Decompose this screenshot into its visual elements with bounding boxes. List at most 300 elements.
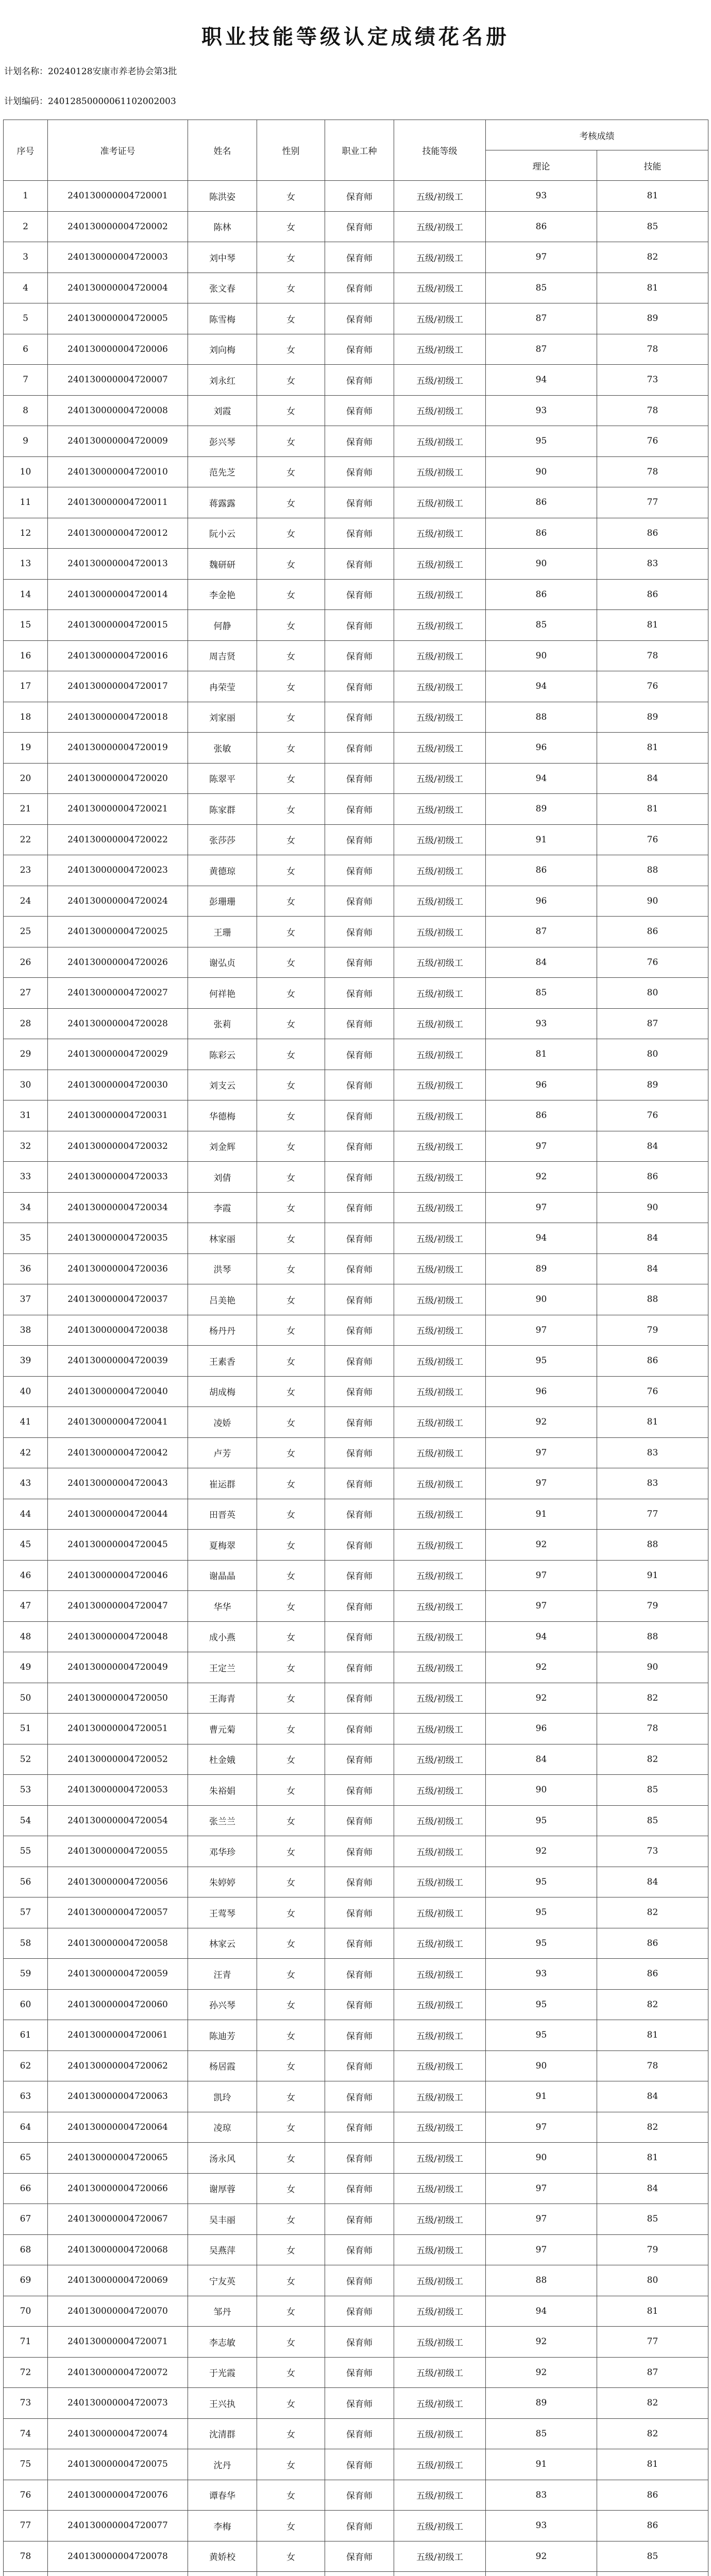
cell-seq [4, 2572, 48, 2576]
cell-level: 五级/初级工 [394, 1008, 486, 1039]
cell-skill: 82 [597, 1989, 708, 2020]
cell-name: 崔运群 [188, 1468, 257, 1499]
cell-ticket: 240130000004720024 [48, 886, 188, 917]
cell-theory: 93 [486, 2511, 597, 2541]
cell-skill: 76 [597, 1376, 708, 1407]
cell-level: 五级/初级工 [394, 1959, 486, 1990]
cell-gender: 女 [257, 1315, 325, 1346]
cell-job: 保育师 [325, 1315, 394, 1346]
cell-skill: 79 [597, 1591, 708, 1622]
cell-level: 五级/初级工 [394, 2173, 486, 2204]
cell-ticket: 240130000004720071 [48, 2327, 188, 2358]
cell-skill: 89 [597, 1070, 708, 1100]
cell-name: 周吉贤 [188, 640, 257, 671]
table-row [4, 1131, 708, 1162]
cell-gender: 女 [257, 2511, 325, 2541]
cell-skill: 78 [597, 2050, 708, 2081]
cell-ticket: 240130000004720057 [48, 1897, 188, 1928]
cell-name: 刘金辉 [188, 1131, 257, 1162]
cell-job: 保育师 [325, 2357, 394, 2388]
table-row [4, 1805, 708, 1836]
cell-theory: 92 [486, 2327, 597, 2358]
cell-theory: 96 [486, 1714, 597, 1744]
cell-level: 五级/初级工 [394, 2081, 486, 2112]
table-row [4, 1897, 708, 1928]
cell-name: 陈迪芳 [188, 2020, 257, 2051]
cell-skill: 81 [597, 2449, 708, 2480]
table-row [4, 2480, 708, 2511]
cell-theory: 97 [486, 1560, 597, 1591]
cell-gender: 女 [257, 1100, 325, 1131]
cell-level: 五级/初级工 [394, 579, 486, 610]
cell-gender: 女 [257, 1468, 325, 1499]
cell-name: 吕美艳 [188, 1284, 257, 1315]
cell-theory: 90 [486, 1284, 597, 1315]
cell-gender: 女 [257, 1744, 325, 1775]
cell-level: 五级/初级工 [394, 733, 486, 764]
cell-skill: 86 [597, 917, 708, 947]
cell-seq: 22 [4, 824, 48, 855]
cell-theory: 89 [486, 794, 597, 825]
cell-name: 黄娇校 [188, 2541, 257, 2572]
cell-name: 王兴执 [188, 2388, 257, 2419]
cell-ticket: 240130000004720007 [48, 365, 188, 396]
cell-skill: 86 [597, 1928, 708, 1959]
table-row [4, 1192, 708, 1223]
cell-gender: 女 [257, 2081, 325, 2112]
cell-ticket: 240130000004720060 [48, 1989, 188, 2020]
cell-theory: 83 [486, 2480, 597, 2511]
cell-job: 保育师 [325, 2511, 394, 2541]
cell-level: 五级/初级工 [394, 242, 486, 273]
table-row [4, 2572, 708, 2576]
cell-skill: 85 [597, 211, 708, 242]
cell-level: 五级/初级工 [394, 1468, 486, 1499]
cell-ticket: 240130000004720036 [48, 1253, 188, 1284]
table-row [4, 1744, 708, 1775]
cell-seq: 15 [4, 610, 48, 641]
table-row [4, 1959, 708, 1990]
cell-gender: 女 [257, 1223, 325, 1254]
cell-skill: 82 [597, 2388, 708, 2419]
cell-ticket: 240130000004720004 [48, 273, 188, 303]
cell-level: 五级/初级工 [394, 1253, 486, 1284]
cell-level: 五级/初级工 [394, 1928, 486, 1959]
cell-gender: 女 [257, 2480, 325, 2511]
cell-theory: 91 [486, 824, 597, 855]
cell-theory: 92 [486, 1407, 597, 1438]
cell-level: 五级/初级工 [394, 1897, 486, 1928]
cell-name: 刘中琴 [188, 242, 257, 273]
cell-ticket: 240130000004720026 [48, 947, 188, 978]
cell-skill: 88 [597, 855, 708, 886]
table-row [4, 763, 708, 794]
table-row [4, 2143, 708, 2174]
cell-seq: 12 [4, 518, 48, 549]
cell-seq: 6 [4, 334, 48, 365]
cell-job: 保育师 [325, 702, 394, 733]
cell-theory: 95 [486, 1805, 597, 1836]
table-row [4, 1223, 708, 1254]
cell-name: 张莉 [188, 1008, 257, 1039]
cell-seq: 13 [4, 549, 48, 580]
cell-job: 保育师 [325, 549, 394, 580]
cell-job: 保育师 [325, 2327, 394, 2358]
cell-gender: 女 [257, 2357, 325, 2388]
cell-level: 五级/初级工 [394, 1407, 486, 1438]
cell-ticket: 240130000004720046 [48, 1560, 188, 1591]
table-row [4, 2511, 708, 2541]
cell-level: 五级/初级工 [394, 2234, 486, 2265]
cell-skill: 85 [597, 1805, 708, 1836]
cell-gender: 女 [257, 1959, 325, 1990]
cell-name: 张文春 [188, 273, 257, 303]
cell-gender: 女 [257, 1836, 325, 1867]
cell-level: 五级/初级工 [394, 1621, 486, 1652]
cell-level: 五级/初级工 [394, 2449, 486, 2480]
cell-seq: 37 [4, 1284, 48, 1315]
cell-job: 保育师 [325, 242, 394, 273]
table-row [4, 1836, 708, 1867]
cell-name: 孙兴琴 [188, 1989, 257, 2020]
table-row [4, 1070, 708, 1100]
cell-seq: 20 [4, 763, 48, 794]
cell-job [325, 2572, 394, 2576]
cell-job: 保育师 [325, 1223, 394, 1254]
cell-seq: 60 [4, 1989, 48, 2020]
cell-level: 五级/初级工 [394, 763, 486, 794]
table-row [4, 2234, 708, 2265]
cell-name: 阮小云 [188, 518, 257, 549]
cell-ticket: 240130000004720017 [48, 671, 188, 702]
cell-name: 汪青 [188, 1959, 257, 1990]
table-row [4, 487, 708, 518]
header-name: 姓名 [188, 120, 257, 181]
cell-ticket: 240130000004720044 [48, 1499, 188, 1530]
cell-ticket: 240130000004720054 [48, 1805, 188, 1836]
cell-level: 五级/初级工 [394, 978, 486, 1009]
cell-level: 五级/初级工 [394, 2511, 486, 2541]
cell-level: 五级/初级工 [394, 2265, 486, 2296]
cell-job: 保育师 [325, 610, 394, 641]
cell-name: 王莺琴 [188, 1897, 257, 1928]
cell-theory: 89 [486, 2388, 597, 2419]
cell-seq: 52 [4, 1744, 48, 1775]
cell-theory: 86 [486, 855, 597, 886]
cell-level: 五级/初级工 [394, 365, 486, 396]
cell-theory: 94 [486, 365, 597, 396]
cell-job: 保育师 [325, 1468, 394, 1499]
cell-name: 邹丹 [188, 2296, 257, 2327]
cell-seq: 48 [4, 1621, 48, 1652]
cell-theory: 92 [486, 2541, 597, 2572]
cell-name: 陈家群 [188, 794, 257, 825]
cell-gender: 女 [257, 2173, 325, 2204]
cell-ticket: 240130000004720003 [48, 242, 188, 273]
cell-level: 五级/初级工 [394, 1652, 486, 1683]
table-row [4, 1621, 708, 1652]
cell-job: 保育师 [325, 487, 394, 518]
cell-job: 保育师 [325, 1897, 394, 1928]
cell-skill: 84 [597, 763, 708, 794]
cell-skill: 80 [597, 978, 708, 1009]
table-row [4, 1376, 708, 1407]
cell-ticket: 240130000004720065 [48, 2143, 188, 2174]
cell-name: 李金艳 [188, 579, 257, 610]
cell-ticket: 240130000004720021 [48, 794, 188, 825]
cell-job: 保育师 [325, 855, 394, 886]
cell-skill: 84 [597, 1867, 708, 1897]
cell-job: 保育师 [325, 395, 394, 426]
cell-job: 保育师 [325, 763, 394, 794]
header-theory: 理论 [486, 150, 597, 181]
cell-seq: 5 [4, 303, 48, 334]
cell-seq: 54 [4, 1805, 48, 1836]
cell-skill: 84 [597, 1131, 708, 1162]
table-row [4, 1591, 708, 1622]
plan-code: 计划编码：24012850000061102002003 [4, 96, 176, 107]
cell-job: 保育师 [325, 1836, 394, 1867]
cell-seq: 65 [4, 2143, 48, 2174]
score-table [3, 120, 708, 2576]
cell-gender: 女 [257, 978, 325, 1009]
cell-theory: 95 [486, 2020, 597, 2051]
cell-level: 五级/初级工 [394, 2020, 486, 2051]
plan-name: 计划名称：20240128安康市养老协会第3批 [4, 66, 177, 77]
cell-ticket: 240130000004720064 [48, 2112, 188, 2143]
cell-job: 保育师 [325, 1652, 394, 1683]
cell-level: 五级/初级工 [394, 1775, 486, 1806]
cell-ticket: 240130000004720020 [48, 763, 188, 794]
cell-seq: 46 [4, 1560, 48, 1591]
cell-gender: 女 [257, 1437, 325, 1468]
cell-seq: 50 [4, 1683, 48, 1714]
header-ticket: 准考证号 [48, 120, 188, 181]
cell-gender: 女 [257, 2449, 325, 2480]
cell-level: 五级/初级工 [394, 2050, 486, 2081]
cell-level: 五级/初级工 [394, 1346, 486, 1377]
cell-skill: 83 [597, 1468, 708, 1499]
cell-skill: 81 [597, 794, 708, 825]
cell-skill: 81 [597, 2296, 708, 2327]
cell-seq: 2 [4, 211, 48, 242]
cell-ticket: 240130000004720037 [48, 1284, 188, 1315]
cell-level: 五级/初级工 [394, 1284, 486, 1315]
cell-ticket: 240130000004720001 [48, 181, 188, 212]
cell-theory: 89 [486, 1253, 597, 1284]
cell-level: 五级/初级工 [394, 1223, 486, 1254]
cell-level: 五级/初级工 [394, 640, 486, 671]
cell-ticket: 240130000004720067 [48, 2204, 188, 2235]
cell-name: 宁友英 [188, 2265, 257, 2296]
cell-theory: 94 [486, 763, 597, 794]
cell-skill: 81 [597, 181, 708, 212]
cell-theory: 90 [486, 2143, 597, 2174]
cell-theory: 95 [486, 1897, 597, 1928]
cell-theory: 85 [486, 2418, 597, 2449]
cell-gender: 女 [257, 426, 325, 457]
cell-skill: 78 [597, 395, 708, 426]
cell-ticket: 240130000004720061 [48, 2020, 188, 2051]
cell-skill: 85 [597, 2541, 708, 2572]
cell-theory: 88 [486, 2265, 597, 2296]
cell-level: 五级/初级工 [394, 334, 486, 365]
cell-ticket: 240130000004720013 [48, 549, 188, 580]
cell-gender: 女 [257, 2234, 325, 2265]
cell-name: 凌琼 [188, 2112, 257, 2143]
cell-skill: 81 [597, 273, 708, 303]
cell-level: 五级/初级工 [394, 487, 486, 518]
table-row [4, 579, 708, 610]
cell-job: 保育师 [325, 518, 394, 549]
table-row [4, 1162, 708, 1193]
cell-skill: 87 [597, 1008, 708, 1039]
cell-job: 保育师 [325, 579, 394, 610]
cell-theory: 97 [486, 2204, 597, 2235]
cell-job: 保育师 [325, 426, 394, 457]
cell-gender: 女 [257, 1714, 325, 1744]
cell-gender: 女 [257, 1621, 325, 1652]
cell-level: 五级/初级工 [394, 2204, 486, 2235]
cell-name: 沈丹 [188, 2449, 257, 2480]
cell-theory: 97 [486, 2112, 597, 2143]
header-job: 职业工种 [325, 120, 394, 181]
cell-seq: 10 [4, 456, 48, 487]
cell-job: 保育师 [325, 1560, 394, 1591]
cell-job: 保育师 [325, 2020, 394, 2051]
cell-level: 五级/初级工 [394, 1039, 486, 1070]
cell-job: 保育师 [325, 1499, 394, 1530]
cell-ticket: 240130000004720058 [48, 1928, 188, 1959]
cell-level: 五级/初级工 [394, 1499, 486, 1530]
table-row [4, 2449, 708, 2480]
cell-seq: 35 [4, 1223, 48, 1254]
cell-skill: 85 [597, 1775, 708, 1806]
cell-gender: 女 [257, 1775, 325, 1806]
cell-ticket: 240130000004720055 [48, 1836, 188, 1867]
cell-level: 五级/初级工 [394, 610, 486, 641]
cell-ticket: 240130000004720038 [48, 1315, 188, 1346]
cell-job: 保育师 [325, 1070, 394, 1100]
cell-job: 保育师 [325, 1805, 394, 1836]
cell-ticket [48, 2572, 188, 2576]
cell-gender: 女 [257, 1376, 325, 1407]
cell-ticket: 240130000004720043 [48, 1468, 188, 1499]
cell-name: 张敏 [188, 733, 257, 764]
cell-gender: 女 [257, 886, 325, 917]
cell-theory: 90 [486, 456, 597, 487]
table-row [4, 518, 708, 549]
cell-level: 五级/初级工 [394, 456, 486, 487]
cell-seq: 34 [4, 1192, 48, 1223]
cell-job: 保育师 [325, 211, 394, 242]
cell-theory: 94 [486, 2296, 597, 2327]
cell-name: 曹元菊 [188, 1714, 257, 1744]
cell-job: 保育师 [325, 2112, 394, 2143]
cell-level [394, 2572, 486, 2576]
cell-seq: 41 [4, 1407, 48, 1438]
cell-ticket: 240130000004720039 [48, 1346, 188, 1377]
cell-job: 保育师 [325, 181, 394, 212]
cell-level: 五级/初级工 [394, 1805, 486, 1836]
cell-theory: 97 [486, 1131, 597, 1162]
cell-seq: 45 [4, 1530, 48, 1561]
cell-name: 林家云 [188, 1928, 257, 1959]
cell-gender: 女 [257, 1162, 325, 1193]
cell-name: 汤永风 [188, 2143, 257, 2174]
table-row [4, 2418, 708, 2449]
table-row [4, 2112, 708, 2143]
cell-level: 五级/初级工 [394, 1836, 486, 1867]
cell-gender: 女 [257, 518, 325, 549]
cell-ticket: 240130000004720049 [48, 1652, 188, 1683]
cell-skill: 84 [597, 2173, 708, 2204]
cell-skill: 89 [597, 303, 708, 334]
table-row [4, 947, 708, 978]
cell-ticket: 240130000004720008 [48, 395, 188, 426]
cell-skill: 80 [597, 2265, 708, 2296]
cell-name: 黄德琼 [188, 855, 257, 886]
cell-name: 谢弘贞 [188, 947, 257, 978]
cell-seq: 36 [4, 1253, 48, 1284]
cell-seq: 70 [4, 2296, 48, 2327]
table-row [4, 1989, 708, 2020]
cell-theory: 97 [486, 1468, 597, 1499]
cell-seq: 47 [4, 1591, 48, 1622]
cell-theory: 86 [486, 211, 597, 242]
cell-name [188, 2572, 257, 2576]
cell-job: 保育师 [325, 273, 394, 303]
cell-job: 保育师 [325, 1346, 394, 1377]
cell-ticket: 240130000004720031 [48, 1100, 188, 1131]
cell-level: 五级/初级工 [394, 1376, 486, 1407]
cell-seq: 23 [4, 855, 48, 886]
cell-skill: 81 [597, 2143, 708, 2174]
cell-name: 吴燕萍 [188, 2234, 257, 2265]
cell-gender: 女 [257, 2020, 325, 2051]
cell-skill: 82 [597, 1683, 708, 1714]
cell-ticket: 240130000004720019 [48, 733, 188, 764]
cell-gender [257, 2572, 325, 2576]
cell-seq: 1 [4, 181, 48, 212]
cell-ticket: 240130000004720002 [48, 211, 188, 242]
cell-job: 保育师 [325, 2480, 394, 2511]
cell-skill: 81 [597, 2020, 708, 2051]
cell-level: 五级/初级工 [394, 1070, 486, 1100]
cell-name: 卢芳 [188, 1437, 257, 1468]
cell-ticket: 240130000004720041 [48, 1407, 188, 1438]
cell-seq: 67 [4, 2204, 48, 2235]
cell-level: 五级/初级工 [394, 395, 486, 426]
cell-job: 保育师 [325, 2541, 394, 2572]
cell-name: 林家丽 [188, 1223, 257, 1254]
cell-name: 张莎莎 [188, 824, 257, 855]
table-row [4, 1039, 708, 1070]
cell-job: 保育师 [325, 978, 394, 1009]
cell-name: 成小燕 [188, 1621, 257, 1652]
cell-gender: 女 [257, 549, 325, 580]
cell-skill: 86 [597, 1346, 708, 1377]
cell-name: 李志敏 [188, 2327, 257, 2358]
cell-seq: 31 [4, 1100, 48, 1131]
cell-theory: 97 [486, 2234, 597, 2265]
cell-theory: 97 [486, 1591, 597, 1622]
cell-gender: 女 [257, 303, 325, 334]
cell-seq: 26 [4, 947, 48, 978]
table-row [4, 273, 708, 303]
table-row [4, 1683, 708, 1714]
cell-theory: 95 [486, 1928, 597, 1959]
